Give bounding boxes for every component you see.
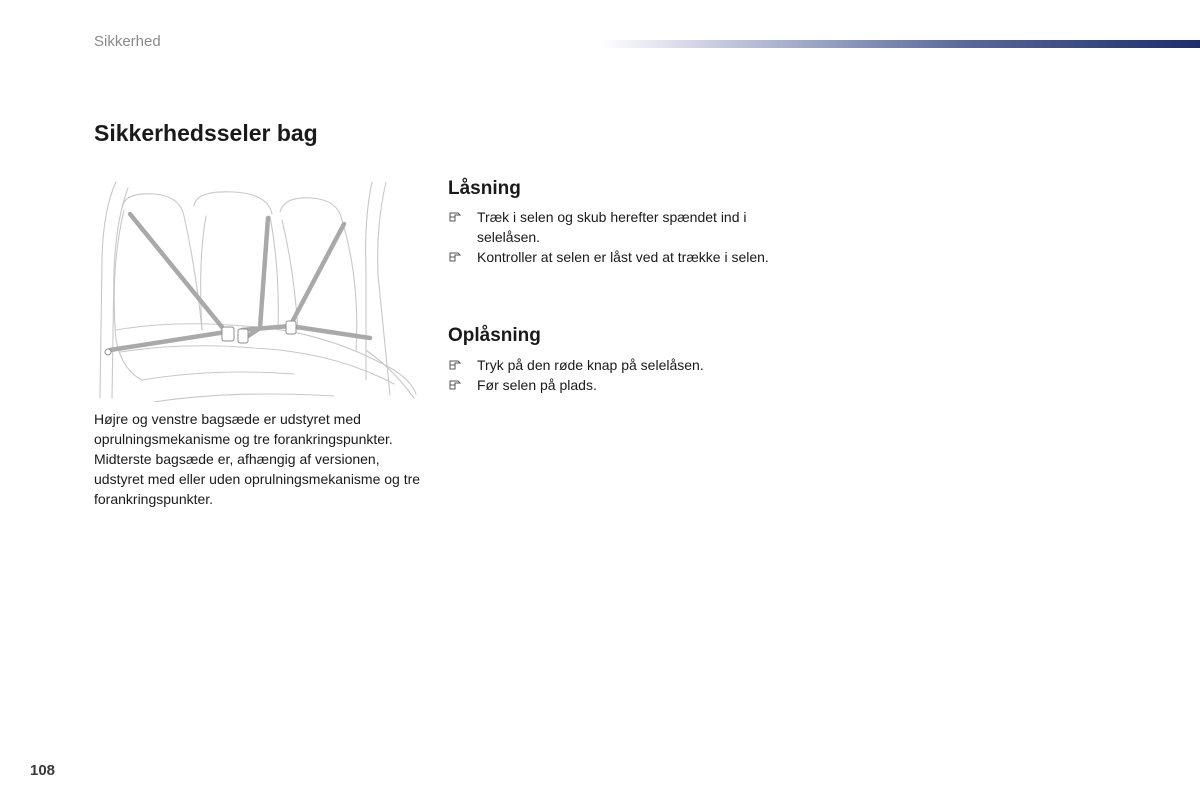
unlocking-section — [448, 325, 788, 395]
rear-seat-belts-illustration — [94, 180, 424, 402]
locking-list — [448, 207, 788, 267]
list-item — [448, 355, 788, 375]
page-title: Sikkerhedsseler bag — [94, 120, 318, 146]
list-item — [448, 247, 788, 267]
list-item — [448, 375, 788, 395]
list-item-text: Før selen på plads. — [477, 377, 597, 393]
list-item-text: Træk i selen og skub herefter spændet ind i selelåsen. — [477, 209, 747, 245]
hand-pointer-icon — [449, 211, 461, 223]
header-accent-bar — [600, 40, 1200, 48]
list-item-text: Tryk på den røde knap på selelåsen. — [477, 357, 704, 373]
hand-pointer-icon — [449, 379, 461, 391]
unlocking-heading: Oplåsning — [448, 325, 541, 346]
caption-paragraph: Midterste bagsæde er, afhængig af versionen, udstyret med eller uden oprulningsmekanisme og tre forankringspunkter. — [94, 451, 421, 507]
section-label: Sikkerhed — [94, 33, 161, 50]
hand-pointer-icon — [449, 359, 461, 371]
hand-pointer-icon — [449, 251, 461, 263]
list-item-text: Kontroller at selen er låst ved at trække i selen. — [477, 249, 769, 265]
page-number: 108 — [30, 762, 56, 779]
caption-paragraph: Højre og venstre bagsæde er udstyret med oprulningsmekanisme og tre forankringspunkter. — [94, 411, 393, 447]
locking-heading: Låsning — [448, 178, 521, 199]
locking-section — [448, 178, 788, 267]
unlocking-list — [448, 355, 788, 395]
illustration-caption — [94, 409, 424, 509]
list-item — [448, 207, 788, 247]
